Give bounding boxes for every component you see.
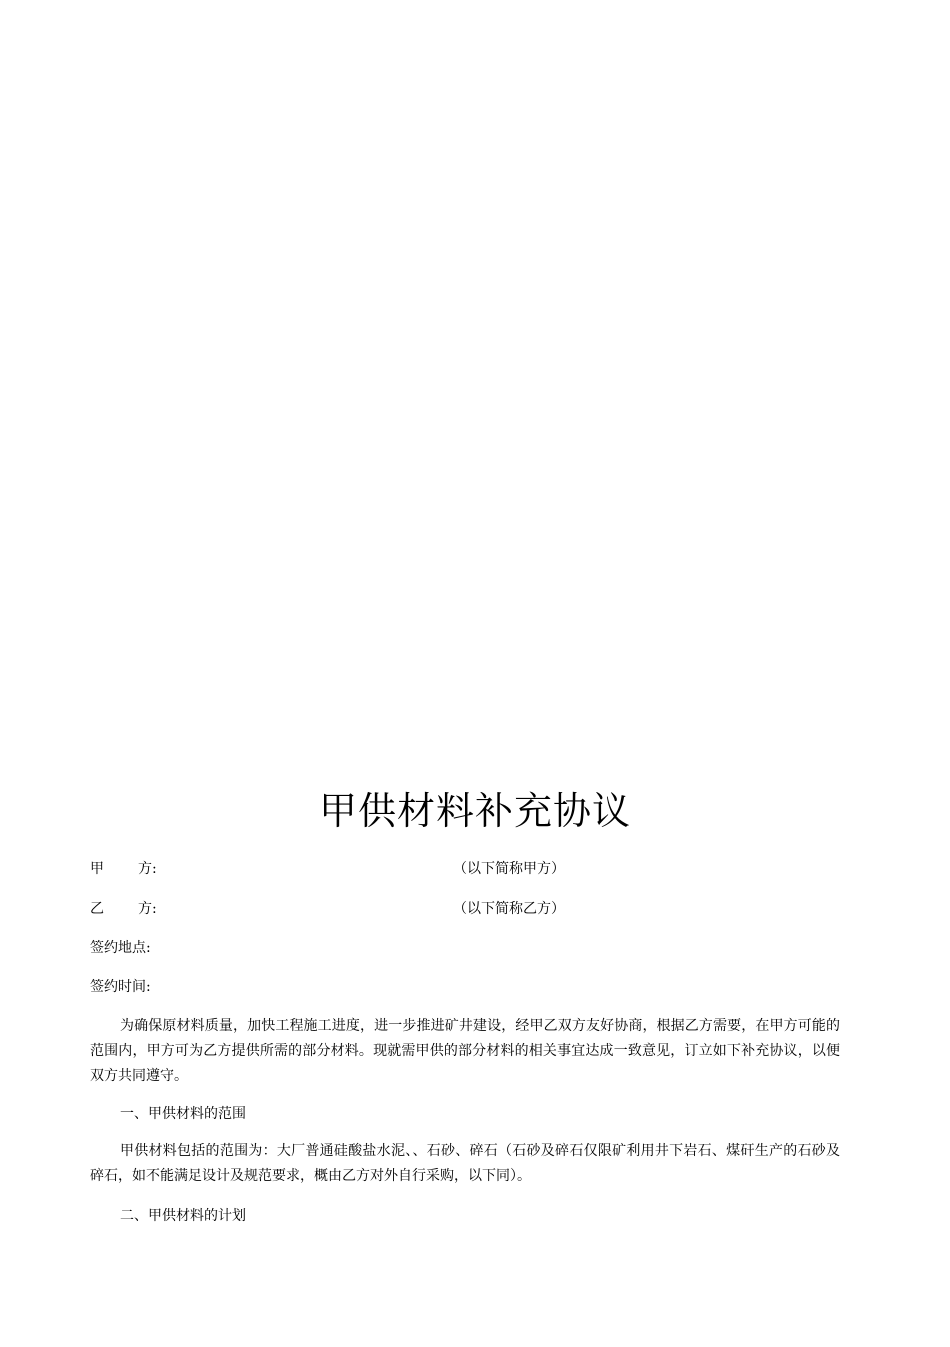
party-b-note: （以下简称乙方） bbox=[453, 901, 565, 917]
party-a-field bbox=[90, 858, 565, 880]
party-b-label-char1: 乙 bbox=[90, 901, 104, 917]
sign-time-label: 签约时间: bbox=[90, 979, 151, 995]
sign-place-field bbox=[90, 937, 160, 959]
party-a-note: （以下简称甲方） bbox=[453, 861, 565, 877]
section1-heading: 一、甲供材料的范围 bbox=[120, 1106, 246, 1122]
section2-heading: 二、甲供材料的计划 bbox=[120, 1208, 246, 1224]
document-title: 甲供材料补充协议 bbox=[318, 789, 631, 833]
party-b-field bbox=[90, 898, 565, 920]
sign-place-label: 签约地点: bbox=[90, 940, 151, 956]
party-b-label-char2: 方: bbox=[138, 901, 157, 917]
party-a-label bbox=[90, 858, 160, 880]
intro-paragraph: 为确保原材料质量，加快工程施工进度，进一步推进矿井建设，经甲乙双方友好协商，根据乙方需要，在甲方可能的范围内，甲方可为乙方提供所需的部分材料。现就需甲供的部分材料的相关事宜达成一致意见，订立如下补充协议，以便双方共同遵守。 bbox=[90, 1018, 840, 1084]
party-a-label-char1: 甲 bbox=[90, 861, 104, 877]
section1-paragraph: 甲供材料包括的范围为：大厂普通硅酸盐水泥、、石砂、碎石（石砂及碎石仅限矿利用井下岩石、煤矸生产的石砂及碎石，如不能满足设计及规范要求，概由乙方对外自行采购，以下同）。 bbox=[90, 1143, 840, 1184]
sign-time-field bbox=[90, 976, 160, 998]
party-a-label-char2: 方: bbox=[138, 861, 157, 877]
party-b-label bbox=[90, 898, 160, 920]
